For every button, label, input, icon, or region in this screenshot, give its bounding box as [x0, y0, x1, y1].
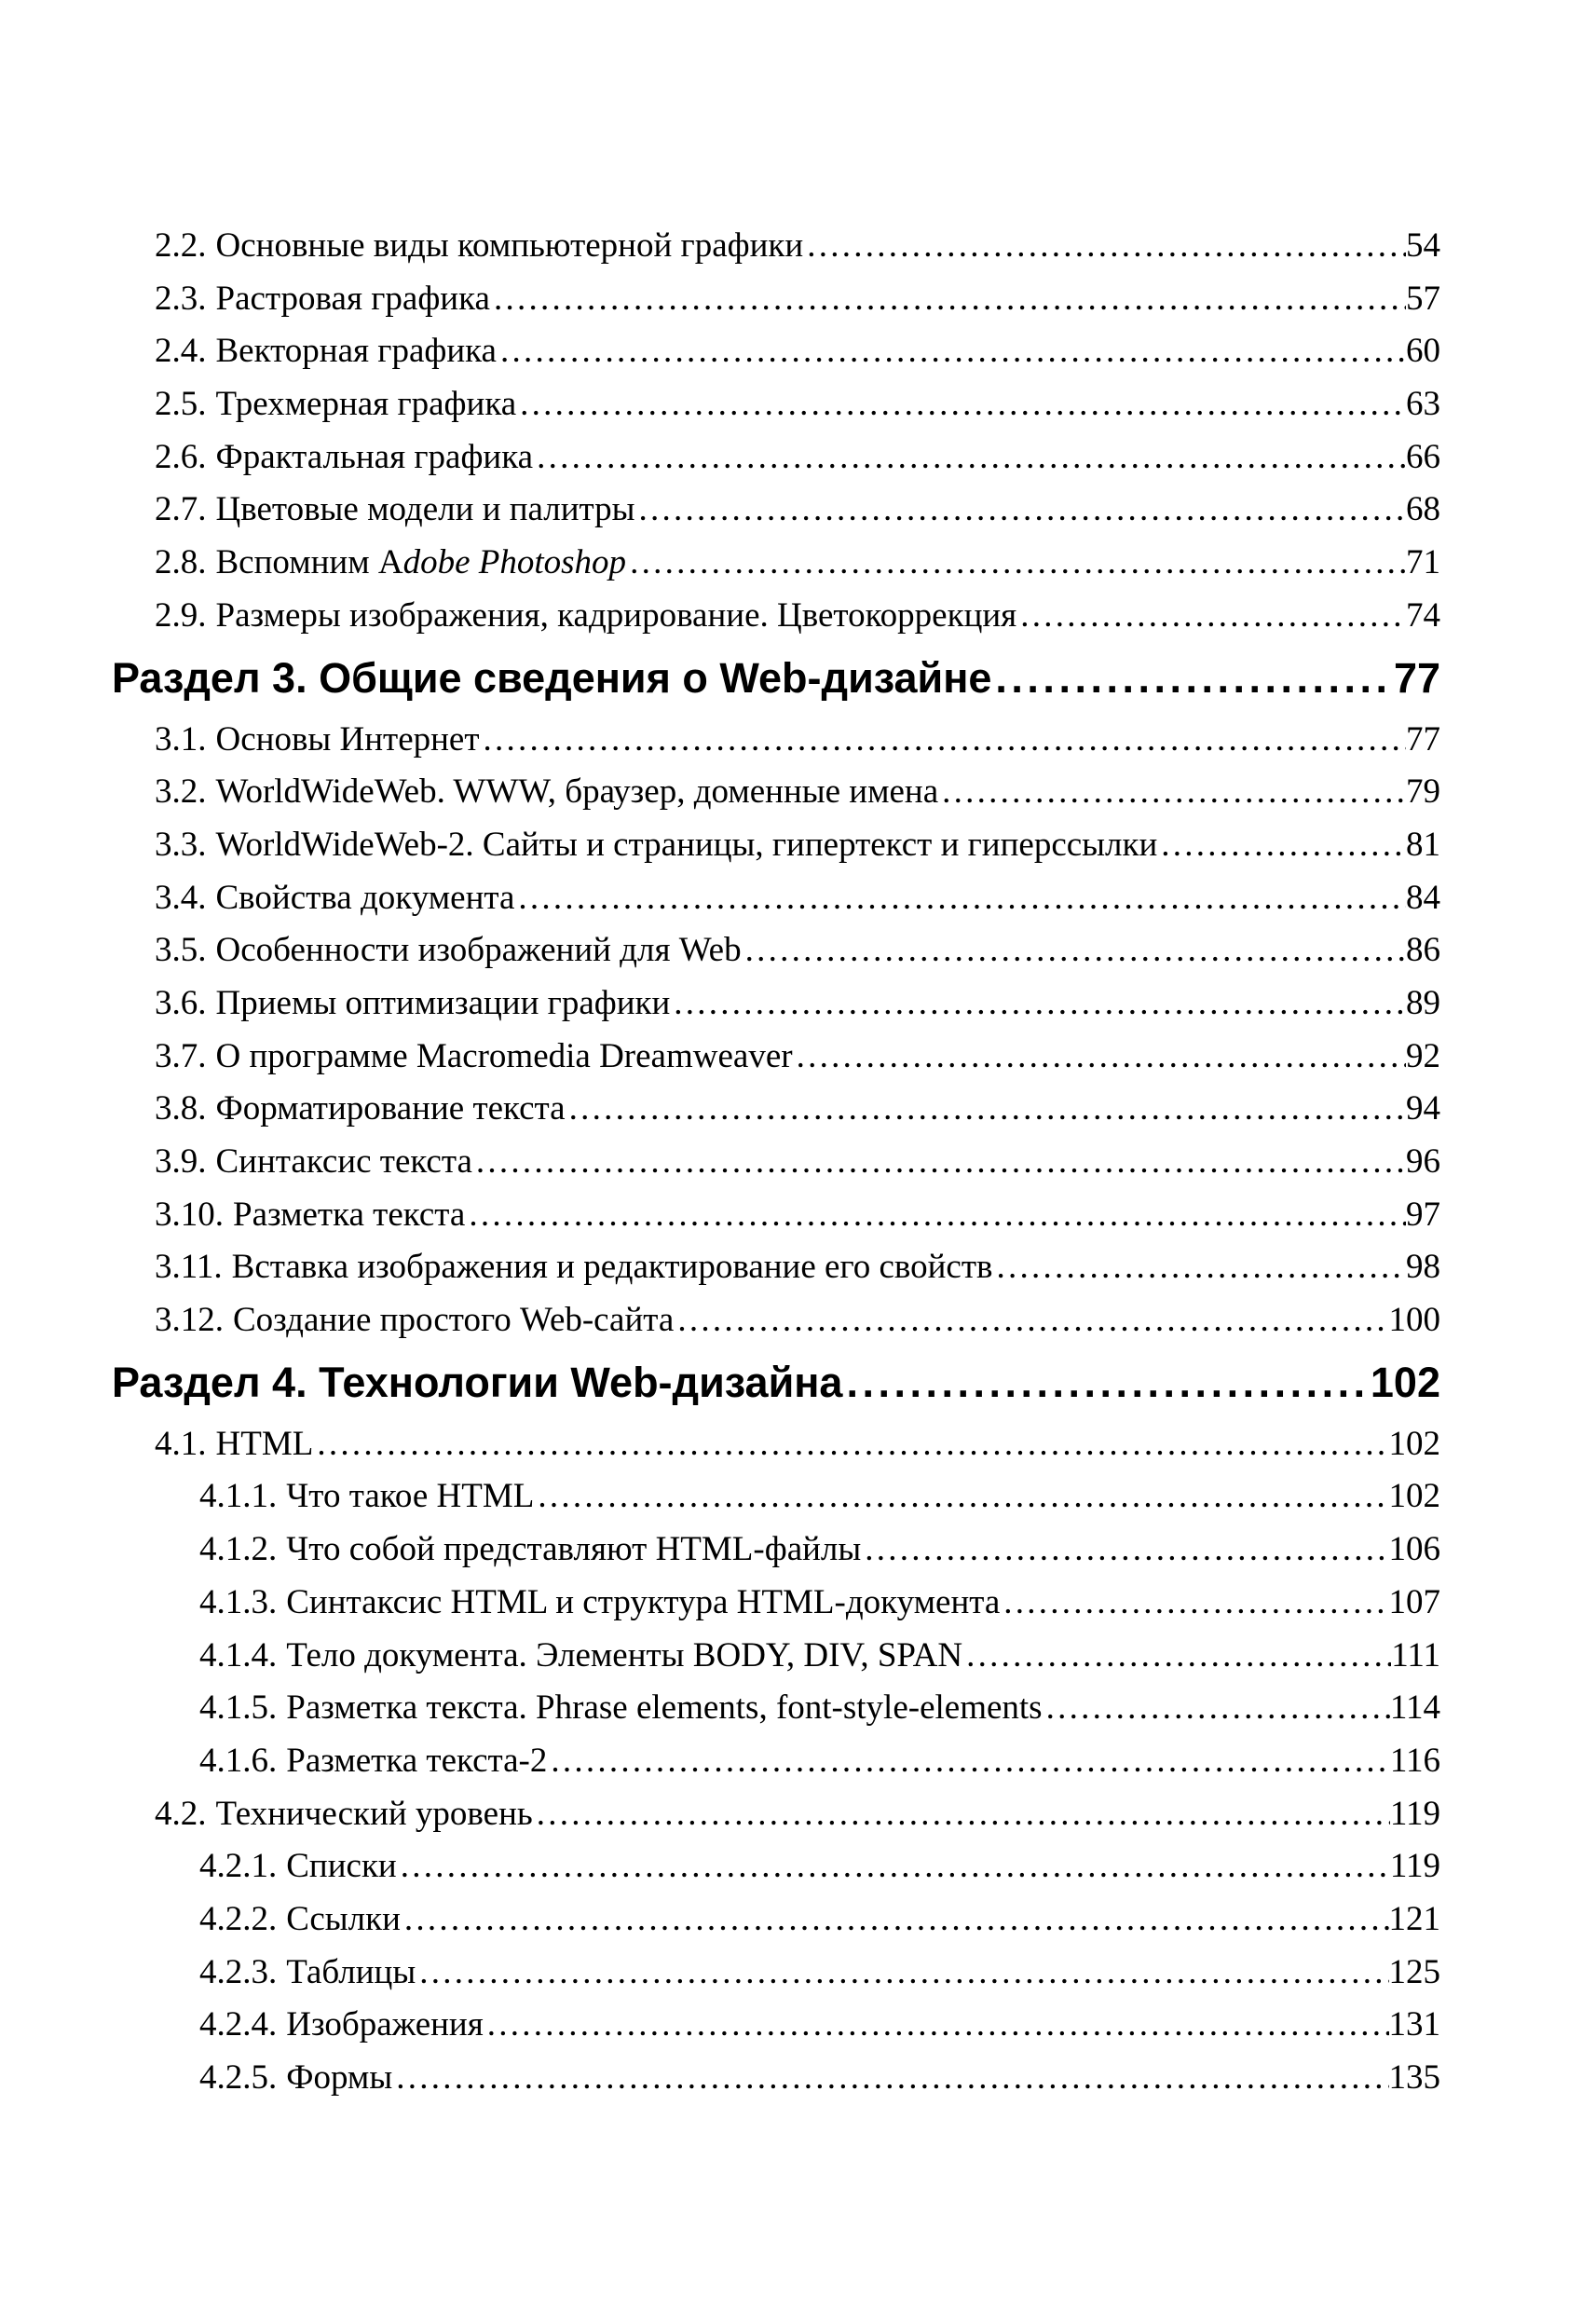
dot-leader	[497, 325, 1406, 378]
toc-entry-3-2	[155, 766, 1440, 819]
entry-page: 57	[1406, 279, 1440, 318]
section-page: 102	[1370, 1358, 1440, 1406]
section-page: 77	[1393, 653, 1440, 702]
section-title: Раздел 3. Общие сведения о Web-дизайне	[112, 653, 992, 702]
entry-title: Свойства документа	[215, 878, 515, 917]
dot-leader	[516, 378, 1406, 431]
entry-page: 66	[1406, 437, 1440, 476]
entry-page: 54	[1406, 226, 1440, 265]
toc-entry-3-10	[155, 1189, 1440, 1242]
entry-page: 89	[1406, 983, 1440, 1022]
entry-number: 4.1.1.	[199, 1477, 278, 1516]
entry-title: Основные виды компьютерной графики	[215, 226, 804, 265]
dot-leader	[313, 1418, 1388, 1471]
toc-entry-3-3	[155, 819, 1440, 872]
section-title: Раздел 4. Технологии Web-дизайна	[112, 1358, 843, 1406]
entry-title: О программе Macromedia Dreamweaver	[215, 1036, 793, 1075]
dot-leader	[566, 1083, 1406, 1136]
entry-page: 63	[1406, 385, 1440, 424]
entry-page: 84	[1406, 878, 1440, 917]
entry-title: Векторная графика	[215, 332, 497, 371]
toc-entry-2-4	[155, 325, 1440, 378]
entry-title: Фрактальная графика	[215, 437, 534, 476]
dot-leader	[991, 643, 1394, 714]
entry-page: 125	[1388, 1952, 1440, 1991]
table-of-contents	[112, 220, 1440, 2105]
entry-page: 92	[1406, 1036, 1440, 1075]
entry-number: 4.2.2.	[199, 1899, 278, 1938]
entry-page: 131	[1388, 2005, 1440, 2044]
toc-entry-3-9	[155, 1136, 1440, 1189]
entry-title: Цветовые модели и палитры	[215, 490, 635, 529]
dot-leader	[635, 484, 1406, 537]
entry-title-plain: Вспомним A	[215, 543, 403, 582]
entry-page: 119	[1389, 1847, 1440, 1886]
dot-leader	[392, 2052, 1388, 2105]
entry-page: 100	[1388, 1301, 1440, 1340]
entry-title: Ссылки	[286, 1899, 401, 1938]
toc-entry-2-6	[155, 431, 1440, 485]
entry-number: 3.4.	[155, 878, 207, 917]
entry-number: 4.1.5.	[199, 1688, 278, 1728]
entry-title: Основы Интернет	[215, 719, 480, 759]
toc-section-4	[112, 1347, 1440, 1418]
entry-title: Что собой представляют HTML-файлы	[286, 1530, 862, 1569]
toc-entry-4-2	[155, 1788, 1440, 1841]
entry-number: 2.8.	[155, 543, 207, 582]
dot-leader	[803, 220, 1406, 273]
entry-number: 4.1.3.	[199, 1582, 278, 1621]
toc-entry-4-1-2	[155, 1524, 1440, 1577]
dot-leader	[992, 1241, 1406, 1294]
dot-leader	[480, 714, 1406, 767]
entry-number: 3.10.	[155, 1195, 224, 1234]
entry-page: 81	[1406, 825, 1440, 864]
entry-page: 107	[1388, 1582, 1440, 1621]
entry-page: 71	[1406, 543, 1440, 582]
entry-title: Трехмерная графика	[215, 385, 517, 424]
toc-entry-2-8	[155, 537, 1440, 590]
entry-page: 96	[1406, 1142, 1440, 1181]
entry-title: WorldWideWeb-2. Сайты и страницы, гипертекст и гиперссылки	[215, 825, 1158, 864]
toc-entry-3-4	[155, 872, 1440, 925]
entry-title	[207, 537, 627, 590]
entry-number: 4.1.4.	[199, 1635, 278, 1674]
toc-entry-4-2-5	[155, 2052, 1440, 2105]
entry-page: 121	[1388, 1899, 1440, 1938]
toc-entry-4-2-4	[155, 1999, 1440, 2052]
entry-title: Формы	[286, 2058, 393, 2097]
toc-entry-2-7	[155, 484, 1440, 537]
entry-page: 102	[1388, 1424, 1440, 1463]
entry-number: 3.9.	[155, 1142, 207, 1181]
entry-title: WorldWideWeb. WWW, браузер, доменные имена	[215, 772, 939, 812]
entry-title: Разметка текста	[233, 1195, 466, 1234]
entry-title: Форматирование текста	[215, 1089, 566, 1128]
entry-number: 3.3.	[155, 825, 207, 864]
toc-entry-3-12	[155, 1294, 1440, 1347]
entry-number: 3.5.	[155, 931, 207, 970]
toc-entry-4-1-3	[155, 1577, 1440, 1630]
entry-page: 60	[1406, 332, 1440, 371]
toc-section-3	[112, 643, 1440, 714]
dot-leader	[514, 872, 1406, 925]
entry-number: 3.12.	[155, 1301, 224, 1340]
entry-title: Списки	[286, 1847, 397, 1886]
entry-number: 4.2.4.	[199, 2005, 278, 2044]
dot-leader	[938, 766, 1406, 819]
dot-leader	[533, 1788, 1390, 1841]
entry-page: 68	[1406, 490, 1440, 529]
entry-title: Изображения	[286, 2005, 484, 2044]
toc-entry-4-1-1	[155, 1470, 1440, 1524]
entry-title: Разметка текста. Phrase elements, font-style-elements	[286, 1688, 1043, 1728]
toc-entry-3-11	[155, 1241, 1440, 1294]
entry-page: 106	[1388, 1530, 1440, 1569]
entry-number: 2.5.	[155, 385, 207, 424]
entry-number: 2.7.	[155, 490, 207, 529]
entry-page: 102	[1388, 1477, 1440, 1516]
toc-entry-2-5	[155, 378, 1440, 431]
entry-title: Создание простого Web-сайта	[233, 1301, 675, 1340]
toc-entry-4-1	[155, 1418, 1440, 1471]
entry-number: 2.3.	[155, 279, 207, 318]
entry-number: 2.4.	[155, 332, 207, 371]
dot-leader	[534, 1470, 1388, 1524]
entry-title: Особенности изображений для Web	[215, 931, 742, 970]
dot-leader	[962, 1630, 1391, 1683]
entry-number: 3.1.	[155, 719, 207, 759]
entry-number: 3.11.	[155, 1248, 223, 1287]
entry-number: 3.7.	[155, 1036, 207, 1075]
entry-page: 86	[1406, 931, 1440, 970]
entry-page: 97	[1406, 1195, 1440, 1234]
entry-title: HTML	[215, 1424, 314, 1463]
toc-entry-4-2-1	[155, 1840, 1440, 1893]
entry-number: 3.2.	[155, 772, 207, 812]
entry-number: 2.2.	[155, 226, 207, 265]
dot-leader	[842, 1347, 1370, 1418]
dot-leader	[861, 1524, 1388, 1577]
entry-number: 4.1.6.	[199, 1741, 278, 1780]
toc-entry-4-2-2	[155, 1893, 1440, 1947]
entry-title: Синтаксис HTML и структура HTML-документа	[286, 1582, 1001, 1621]
entry-number: 4.1.2.	[199, 1530, 278, 1569]
entry-page: 114	[1389, 1688, 1440, 1728]
dot-leader	[472, 1136, 1406, 1189]
entry-title: Технический уровень	[215, 1794, 533, 1833]
toc-entry-4-2-3	[155, 1947, 1440, 2000]
toc-entry-4-1-4	[155, 1630, 1440, 1683]
dot-leader	[742, 924, 1406, 977]
entry-page: 119	[1389, 1794, 1440, 1833]
entry-number: 3.6.	[155, 983, 207, 1022]
toc-entry-2-3	[155, 273, 1440, 326]
dot-leader	[1000, 1577, 1388, 1630]
entry-title-italic: dobe Photoshop	[402, 543, 627, 582]
dot-leader	[397, 1840, 1390, 1893]
toc-entry-3-5	[155, 924, 1440, 977]
entry-number: 4.2.3.	[199, 1952, 278, 1991]
toc-entry-2-9	[155, 590, 1440, 643]
entry-number: 3.8.	[155, 1089, 207, 1128]
entry-title: Вставка изображения и редактирование его свойств	[231, 1248, 993, 1287]
entry-page: 77	[1406, 719, 1440, 759]
entry-title: Приемы оптимизации графики	[215, 983, 671, 1022]
entry-title: Растровая графика	[215, 279, 490, 318]
dot-leader	[793, 1031, 1406, 1084]
dot-leader	[490, 273, 1406, 326]
dot-leader	[465, 1189, 1406, 1242]
dot-leader	[401, 1893, 1389, 1947]
entry-page: 135	[1388, 2058, 1440, 2097]
dot-leader	[674, 1294, 1388, 1347]
entry-page: 79	[1406, 772, 1440, 812]
toc-entry-4-1-6	[155, 1735, 1440, 1788]
entry-title: Что такое HTML	[286, 1477, 535, 1516]
entry-page: 94	[1406, 1089, 1440, 1128]
entry-number: 4.2.1.	[199, 1847, 278, 1886]
entry-number: 4.1.	[155, 1424, 207, 1463]
dot-leader	[533, 431, 1406, 485]
entry-page: 111	[1391, 1635, 1440, 1674]
entry-title: Таблицы	[286, 1952, 416, 1991]
entry-number: 4.2.5.	[199, 2058, 278, 2097]
dot-leader	[626, 537, 1406, 590]
entry-title: Тело документа. Элементы BODY, DIV, SPAN	[286, 1635, 963, 1674]
toc-entry-2-2	[155, 220, 1440, 273]
dot-leader	[1157, 819, 1406, 872]
dot-leader	[1043, 1682, 1390, 1735]
entry-title: Размеры изображения, кадрирование. Цветокоррекция	[215, 595, 1017, 635]
dot-leader	[484, 1999, 1389, 2052]
entry-number: 2.9.	[155, 595, 207, 635]
entry-number: 2.6.	[155, 437, 207, 476]
toc-entry-4-1-5	[155, 1682, 1440, 1735]
entry-page: 98	[1406, 1248, 1440, 1287]
dot-leader	[1016, 590, 1406, 643]
toc-entry-3-6	[155, 977, 1440, 1031]
toc-entry-3-7	[155, 1031, 1440, 1084]
toc-entry-3-1	[155, 714, 1440, 767]
entry-title: Синтаксис текста	[215, 1142, 472, 1181]
entry-number: 4.2.	[155, 1794, 207, 1833]
dot-leader	[547, 1735, 1389, 1788]
entry-page: 116	[1389, 1741, 1440, 1780]
entry-page: 74	[1406, 595, 1440, 635]
dot-leader	[416, 1947, 1388, 2000]
dot-leader	[670, 977, 1406, 1031]
toc-entry-3-8	[155, 1083, 1440, 1136]
entry-title: Разметка текста-2	[286, 1741, 548, 1780]
